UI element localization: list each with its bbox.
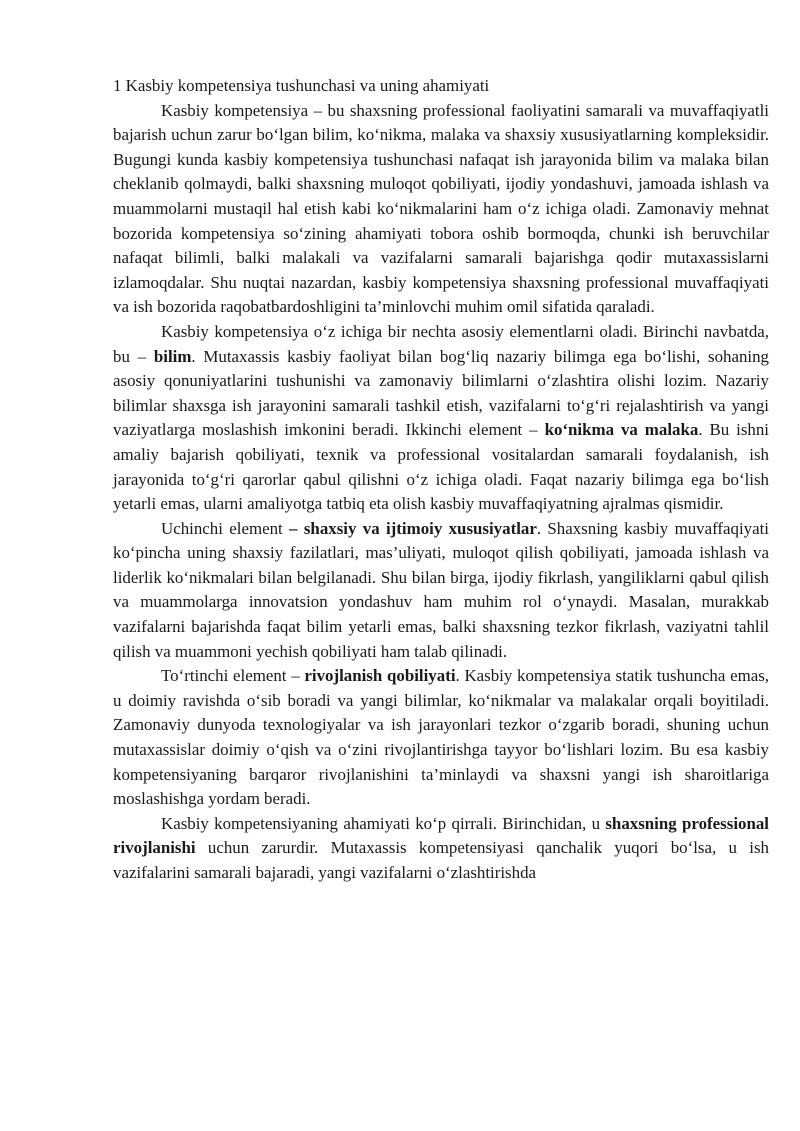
term-shaxsiy-ijtimoiy: – shaxsiy va ijtimoiy xususiyatlar — [289, 518, 537, 538]
document-body — [113, 74, 769, 886]
paragraph-4 — [113, 664, 769, 812]
term-konikma-malaka: koʻnikma va malaka — [544, 420, 699, 440]
paragraph-3-text-1: Uchinchi element — [161, 518, 290, 538]
paragraph-3 — [113, 517, 769, 665]
term-professional-rivojlanish: shaxsning professional rivojlanishi — [113, 813, 769, 858]
section-heading: 1 Kasbiy kompetensiya tushunchasi va uning ahamiyati — [113, 76, 490, 95]
paragraph-2-text-1: Kasbiy kompetensiya oʻz ichiga bir nechta asosiy elementlarni oladi. Birinchi navbatda, bu – — [113, 321, 769, 366]
paragraph-3-text-2: . Shaxsning kasbiy muvaffaqiyati koʻpincha uning shaxsiy fazilatlari, mas’uliyati, muloqot qilish qobiliyati, jamoada ishlash va liderlik koʻnikmalari bilan belgilanadi. Shu bilan birga, ijodiy fikrlash, yangiliklarni qabul qilish va muammolarga innovatsion yondashuv ham muhim rol oʻynaydi. Masalan, murakkab vazifalarni bajarishda faqat bilim yetarli emas, balki shaxsning tezkor fikrlash, vaziyatni tahlil qilish va muammoni yechish qobiliyati ham talab qilinadi. — [113, 518, 769, 661]
paragraph-4-text-2: . Kasbiy kompetensiya statik tushuncha emas, u doimiy ravishda oʻsib boradi va yangi bilimlar, koʻnikmalar va malakalar orqali boyitiladi. Zamonaviy dunyoda texnologiyalar va ish jarayonlari tezkor oʻzgarib boradi, shuning uchun mutaxassislar doimiy oʻqish va oʻzini rivojlantirishga tayyor boʻlishlari lozim. Bu esa kasbiy kompetensiyaning barqaror rivojlanishini ta’minlaydi va shaxsni yangi ish sharoitlariga moslashishga yordam beradi. — [113, 666, 770, 809]
paragraph-2-text-3: . Bu ishni amaliy bajarish qobiliyati, texnik va professional vositalardan samarali foydalanish, ish jarayonida toʻgʻri qarorlar qabul qilishni oʻz ichiga oladi. Faqat nazariy bilimga ega boʻlish yetarli emas, ularni amaliyotga tatbiq eta olish kasbiy muvaffaqiyatning ajralmas qismidir. — [113, 420, 769, 514]
term-rivojlanish: rivojlanish qobiliyati — [304, 666, 456, 686]
paragraph-4-text-1: Toʻrtinchi element – — [161, 666, 305, 686]
paragraph-5-text-1: Kasbiy kompetensiyaning ahamiyati koʻp qirrali. Birinchidan, u — [161, 813, 606, 833]
paragraph-2-text-2: . Mutaxassis kasbiy faoliyat bilan bogʻliq nazariy bilimga ega boʻlishi, sohaning asosiy qonuniyatlarini tushunishi va zamonaviy bilimlarni oʻzlashtira olishi lozim. Nazariy bilimlar shaxsga ish jarayonini samarali tashkil etish, vazifalarni toʻgʻri rejalashtirish va yangi vaziyatlarga moslashish imkonini beradi. Ikkinchi element – — [113, 346, 770, 440]
paragraph-2 — [113, 320, 769, 517]
term-bilim: bilim — [153, 346, 192, 366]
paragraph-5-text-2: uchun zarurdir. Mutaxassis kompetensiyasi qanchalik yuqori boʻlsa, u ish vazifalarini samarali bajaradi, yangi vazifalarni oʻzlashtirishda — [113, 838, 769, 882]
paragraph-1: Kasbiy kompetensiya – bu shaxsning professional faoliyatini samarali va muvaffaqiyatli bajarish uchun zarur boʻlgan bilim, koʻnikma, malaka va shaxsiy xususiyatlarning kompleksidir. Bugungi kunda kasbiy kompetensiya tushunchasi nafaqat ish jarayonida bilim va malaka bilan cheklanib qolmaydi, balki shaxsning muloqot qobiliyati, ijodiy yondashuvi, jamoada ishlash va muammolarni mustaqil hal etish kabi koʻnikmalarini ham oʻz ichiga oladi. Zamonaviy mehnat bozorida kompetensiya soʻzining ahamiyati tobora oshib bormoqda, chunki ish beruvchilar nafaqat bilimli, balki malakali va vazifalarni samarali bajarishga qodir mutaxassislarni izlamoqdalar. Shu nuqtai nazardan, kasbiy kompetensiya shaxsning professional muvaffaqiyati va ish bozorida raqobatbardoshligini ta’minlovchi muhim omil sifatida qaraladi. — [113, 100, 769, 317]
paragraph-5 — [113, 812, 769, 886]
